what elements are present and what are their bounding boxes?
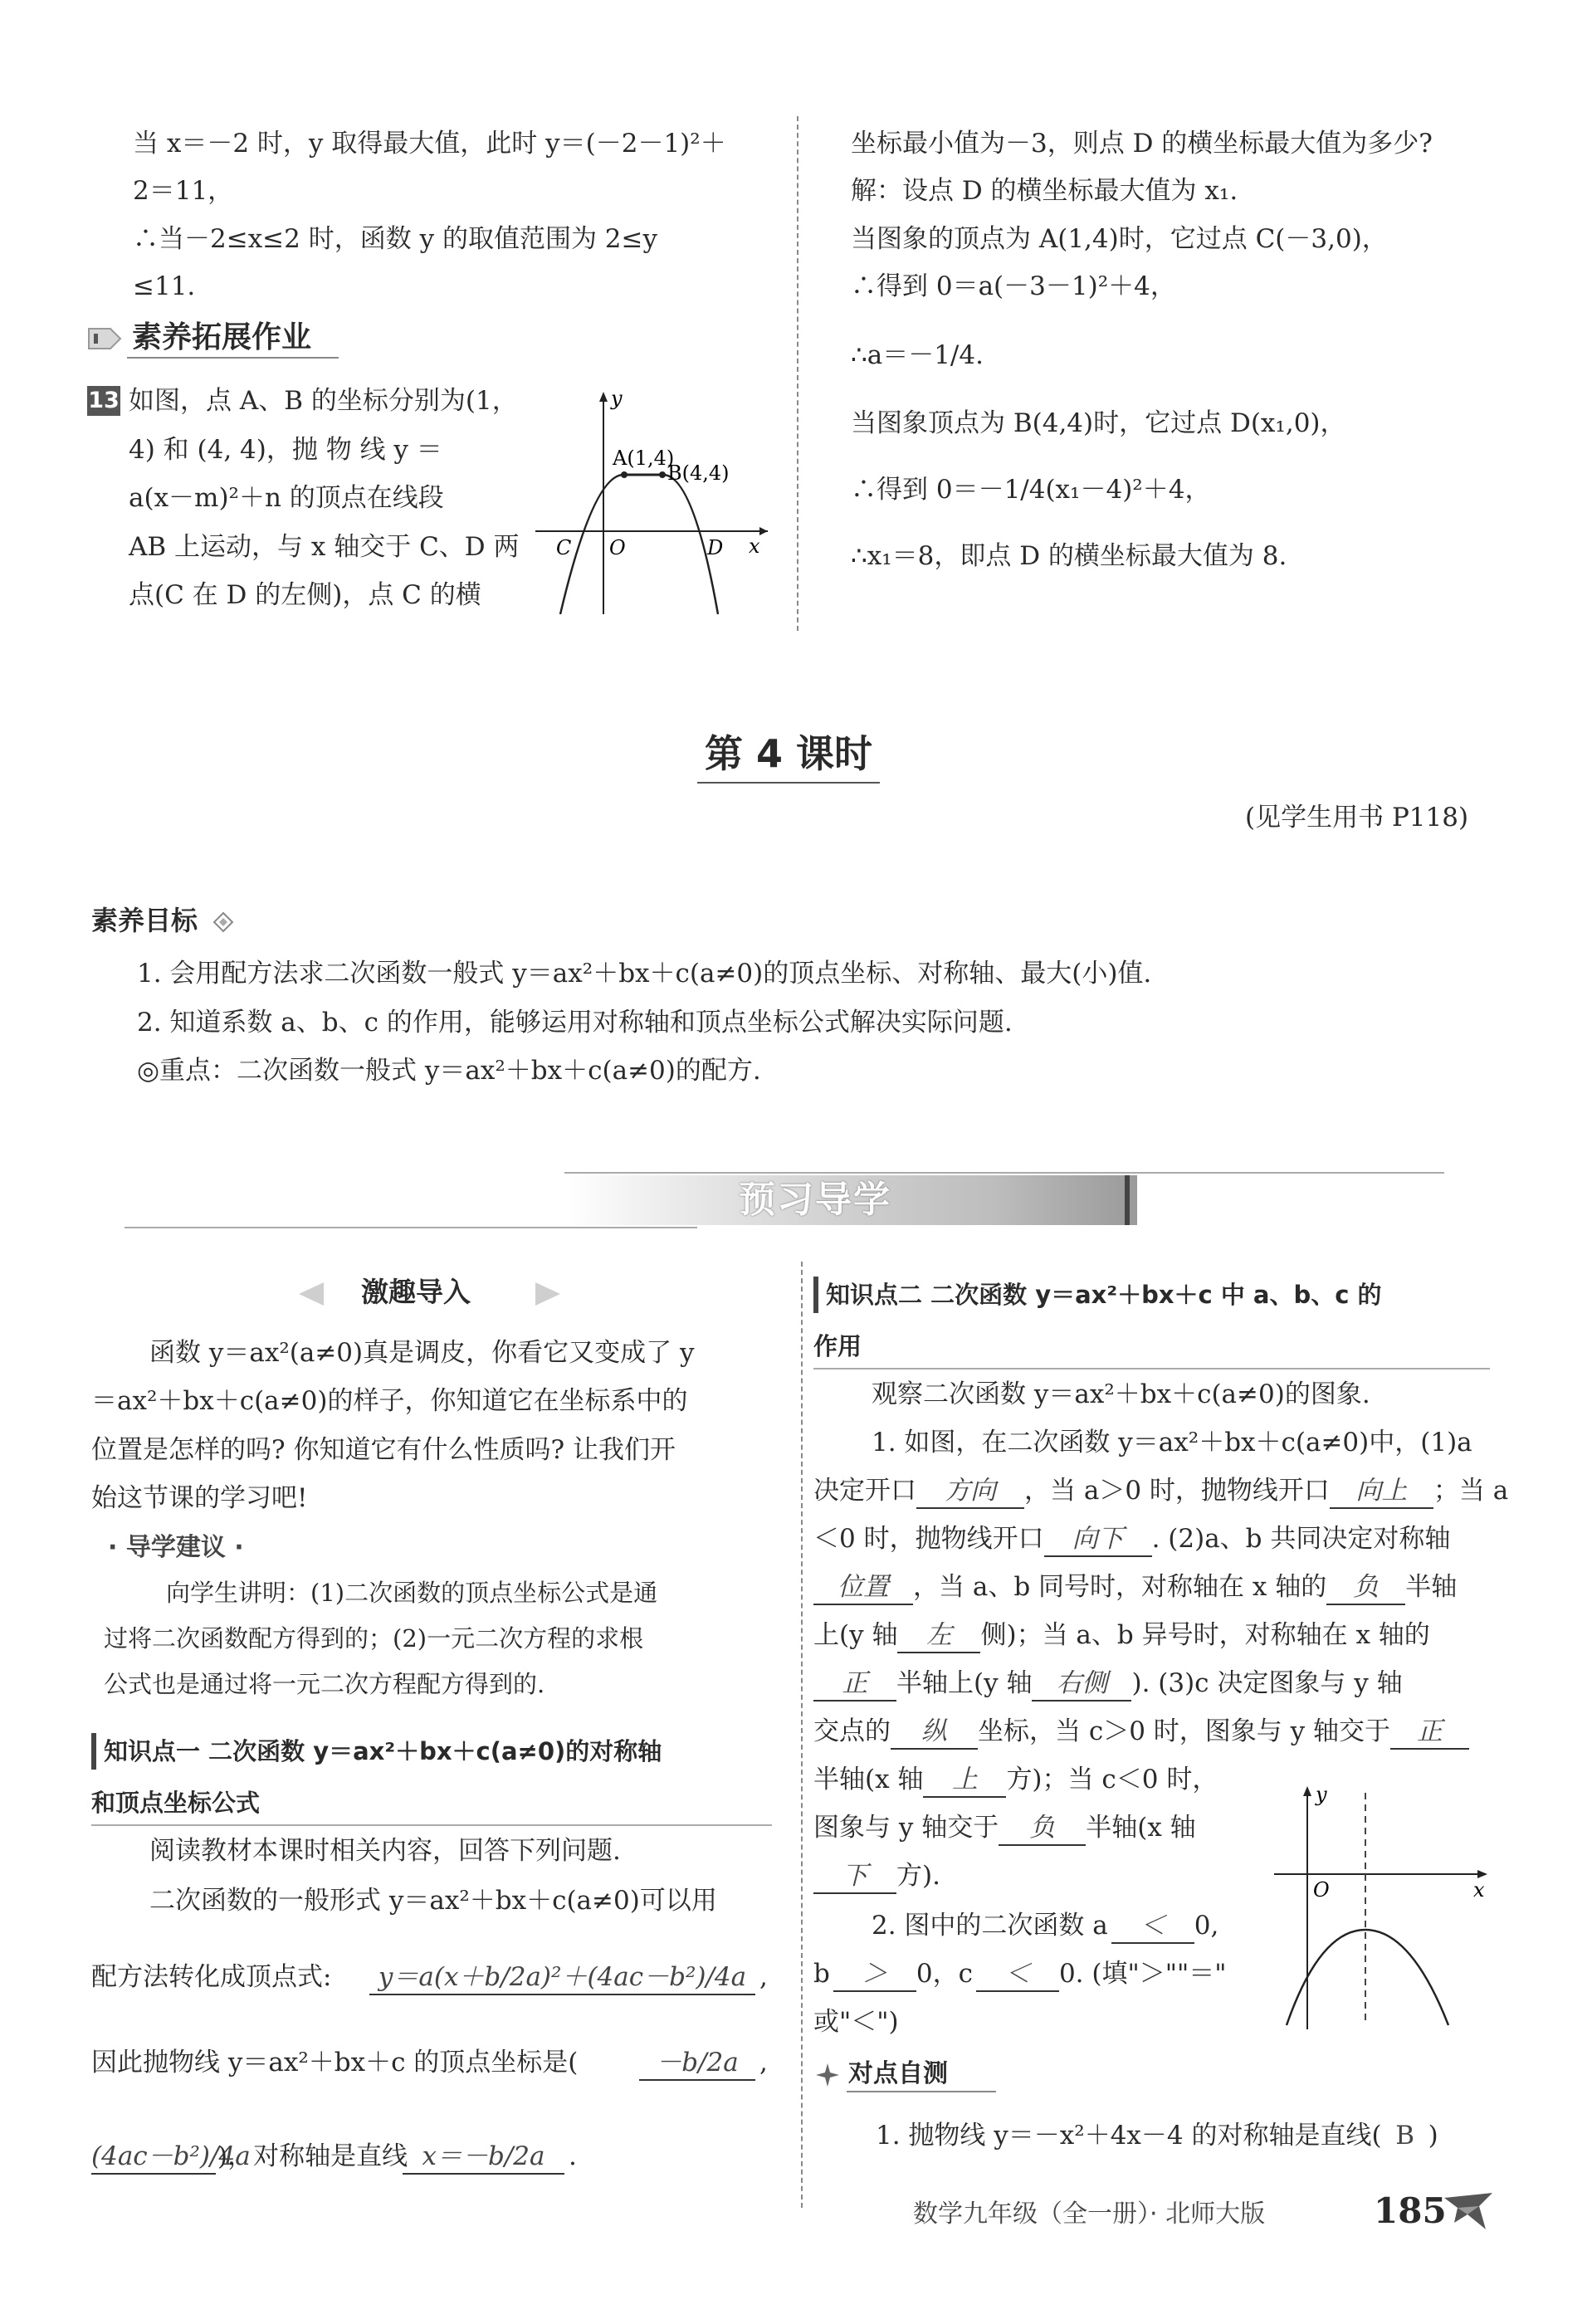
- kp2-q1-line-10: 下 方).: [813, 1859, 940, 1894]
- footer-book: 数学九年级（全一册）· 北师大版: [913, 2200, 1266, 2229]
- goal-key-point: ◎重点：二次函数一般式 y＝ax²＋bx＋c(a≠0)的配方.: [137, 1056, 761, 1086]
- kp2-q2-line-1: 2. 图中的二次函数 a ＜ 0,: [872, 1909, 1218, 1944]
- intro-line-3: 位置是怎样的吗? 你知道它有什么性质吗? 让我们开: [91, 1435, 676, 1465]
- kp2-title-line-2: 作用: [813, 1332, 862, 1360]
- lesson-title: 第 4 课时: [704, 731, 873, 776]
- answer-positive-2: 正: [1390, 1715, 1469, 1750]
- self-test-header: [815, 2054, 1014, 2094]
- goal-2: 2. 知道系数 a、b、c 的作用，能够运用对称轴和顶点坐标公式解决实际问题.: [137, 1008, 1013, 1038]
- self-test-q1: 1. 抛物线 y＝－x²＋4x－4 的对称轴是直线( B ): [876, 2121, 1438, 2151]
- kp2-q1-line-4: 位置 ，当 a、b 同号时，对称轴在 x 轴的 负 半轴: [813, 1570, 1457, 1605]
- preview-banner: [125, 1162, 1453, 1237]
- answer-negative-1: 负: [1326, 1570, 1405, 1605]
- answer-c-sign: ＜: [976, 1957, 1059, 1992]
- kp2-graph-label-x: x: [1473, 1878, 1485, 1902]
- kp1-title-line-2: 和顶点坐标公式: [91, 1789, 261, 1817]
- intro-line-1: 函数 y＝ax²(a≠0)真是调皮，你看它又变成了 y: [149, 1338, 695, 1368]
- kp1-line-1: 阅读教材本课时相关内容，回答下列问题.: [149, 1836, 621, 1866]
- answer-position: 位置: [813, 1570, 913, 1605]
- prev-solution-line-3: ∴当－2≤x≤2 时，函数 y 的取值范围为 2≤y: [133, 224, 658, 254]
- lower-column-divider: [801, 1262, 803, 2208]
- prev-solution-line-1: 当 x＝－2 时，y 取得最大值，此时 y＝(－2－1)²＋: [133, 129, 726, 159]
- problem-13-line-1: 如图，点 A、B 的坐标分别为(1，: [129, 386, 518, 416]
- answer-a-sign: ＜: [1111, 1909, 1194, 1944]
- student-book-reference: (见学生用书 P118): [1245, 803, 1469, 832]
- intro-header: [299, 1274, 564, 1311]
- prev-solution-line-4: ≤11.: [133, 271, 196, 301]
- solution-line-7: ∴得到 0＝－1/4(x₁－4)²＋4，: [851, 475, 1211, 505]
- extension-homework-header: [87, 317, 344, 359]
- answer-right: 右侧: [1032, 1667, 1131, 1702]
- problem-13-parabola-graph: [531, 382, 780, 622]
- problem-13-line-2: 4) 和 (4, 4)，抛 物 线 y ＝: [129, 435, 442, 465]
- goal-1: 1. 会用配方法求二次函数一般式 y＝ax²＋bx＋c(a≠0)的顶点坐标、对称轴、最大(小)值.: [137, 959, 1152, 989]
- kp1-vertex-coord-label: 因此抛物线 y＝ax²＋bx＋c 的顶点坐标是(: [91, 2048, 579, 2077]
- intro-line-4: 始这节课的学习吧!: [91, 1483, 308, 1513]
- kp1-vertex-y-answer: (4ac－b²)/4a: [91, 2140, 216, 2175]
- kp2-q2-line-2: b ＞ 0，c ＜ 0. (填"＞""＝": [813, 1957, 1227, 1992]
- intro-title: 激趣导入: [361, 1276, 471, 1308]
- fill-hint: (填"＞""＝": [1091, 1959, 1227, 1989]
- answer-upper: 上: [923, 1763, 1006, 1798]
- kp2-q1-line-5: 上(y 轴 左 侧)；当 a、b 异号时，对称轴在 x 轴的: [813, 1618, 1430, 1653]
- solution-line-1: 坐标最小值为－3，则点 D 的横坐标最大值为多少?: [851, 129, 1433, 159]
- self-test-title: 对点自测: [848, 2059, 948, 2088]
- prev-solution-line-2: 2＝11，: [133, 176, 234, 206]
- kp1-axis-label: )，对称轴是直线: [217, 2141, 408, 2171]
- graph-label-y: y: [611, 387, 623, 410]
- kp2-q1-line-7: 交点的 纵 坐标，当 c＞0 时，图象与 y 轴交于 正: [813, 1715, 1469, 1750]
- self-test-q1-answer: B: [1395, 2121, 1414, 2151]
- answer-negative-2: 负: [999, 1811, 1086, 1846]
- advice-title: · 导学建议 ·: [108, 1533, 244, 1562]
- kp1-axis-answer: x＝－b/2a: [403, 2140, 564, 2175]
- graph-label-D: D: [707, 536, 724, 559]
- kp2-parabola-graph: [1270, 1776, 1494, 2034]
- kp1-line-2: 二次函数的一般形式 y＝ax²＋bx＋c(a≠0)可以用: [149, 1886, 717, 1916]
- answer-lower: 下: [813, 1859, 896, 1894]
- problem-number: 13: [87, 386, 120, 416]
- arrow-tab-icon: [87, 322, 124, 355]
- advice-line-2: 过将二次函数配方得到的；(2)一元二次方程的求根: [104, 1624, 644, 1653]
- solution-line-2: 解：设点 D 的横坐标最大值为 x₁.: [851, 176, 1238, 206]
- corner-bird-icon: [1443, 2190, 1494, 2233]
- kp2-q1-line-6: 正 半轴上(y 轴 右侧 ). (3)c 决定图象与 y 轴: [813, 1667, 1403, 1702]
- answer-down: 向下: [1044, 1522, 1152, 1557]
- kp1-vertex-form-label: 配方法转化成顶点式:: [91, 1962, 332, 1992]
- kp1-vertex-x-answer: －b/2a: [639, 2046, 755, 2081]
- advice-line-3: 公式也是通过将一元二次方程配方得到的.: [104, 1670, 545, 1698]
- solution-line-3: 当图象的顶点为 A(1,4)时，它过点 C(－3,0)，: [851, 224, 1388, 254]
- solution-line-4: ∴得到 0＝a(－3－1)²＋4，: [851, 271, 1176, 301]
- solution-line-6: 当图象顶点为 B(4,4)时，它过点 D(x₁,0)，: [851, 408, 1346, 438]
- solution-line-8: ∴x₁＝8，即点 D 的横坐标最大值为 8.: [851, 541, 1287, 571]
- kp1-title-line-1: 知识点一 二次函数 y＝ax²＋bx＋c(a≠0)的对称轴: [104, 1737, 662, 1765]
- kp2-graph-label-O: O: [1313, 1878, 1330, 1902]
- kp2-observe: 观察二次函数 y＝ax²＋bx＋c(a≠0)的图象.: [872, 1379, 1370, 1409]
- problem-13-line-5: 点(C 在 D 的左侧)，点 C 的横: [129, 580, 481, 610]
- intro-line-2: ＝ax²＋bx＋c(a≠0)的样子，你知道它在坐标系中的: [91, 1386, 688, 1416]
- sparkle-icon: [815, 2063, 840, 2087]
- extension-homework-title: 素养拓展作业: [132, 320, 312, 354]
- graph-label-B: B(4,4): [667, 461, 730, 485]
- kp2-q1-line-3: ＜0 时，抛物线开口 向下 . (2)a、b 共同决定对称轴: [813, 1522, 1450, 1557]
- problem-13-line-4: AB 上运动，与 x 轴交于 C、D 两: [129, 532, 520, 562]
- top-column-divider: [797, 116, 798, 631]
- kp2-q1-line-8: 半轴(x 轴 上 方)；当 c＜0 时，: [813, 1763, 1218, 1798]
- answer-positive-1: 正: [813, 1667, 896, 1702]
- answer-ordinate: 纵: [891, 1715, 978, 1750]
- lesson-title-underline: [697, 782, 880, 784]
- answer-b-sign: ＞: [833, 1957, 916, 1992]
- kp1-vertex-form-answer: y＝a(x＋b/2a)²＋(4ac－b²)/4a: [369, 1960, 755, 1995]
- graph-label-C: C: [556, 536, 572, 559]
- problem-13-line-3: a(x－m)²＋n 的顶点在线段: [129, 483, 444, 513]
- kp2-q1-line-2: 决定开口 方向 ，当 a＞0 时，抛物线开口 向上 ；当 a: [813, 1474, 1508, 1509]
- graph-label-A: A(1,4): [613, 447, 675, 470]
- kp2-q1-line-9: 图象与 y 轴交于 负 半轴(x 轴: [813, 1811, 1196, 1846]
- fill-hint-continued: 或"＜"): [813, 2007, 899, 2037]
- preview-banner-title: 预习导学: [739, 1179, 891, 1221]
- kp2-title-line-1: 知识点二 二次函数 y＝ax²＋bx＋c 中 a、b、c 的: [826, 1281, 1382, 1309]
- kp2-q1-intro: 1. 如图，在二次函数 y＝ax²＋bx＋c(a≠0)中，(1)a: [872, 1428, 1472, 1457]
- graph-label-x: x: [749, 535, 760, 558]
- advice-line-1: 向学生讲明：(1)二次函数的顶点坐标公式是通: [166, 1579, 658, 1607]
- answer-opening: 方向: [916, 1474, 1024, 1509]
- graph-label-O: O: [609, 536, 626, 559]
- goals-title: 素养目标: [91, 905, 198, 936]
- diamond-icon: [212, 911, 234, 933]
- kp2-graph-label-y: y: [1316, 1783, 1327, 1806]
- answer-left: 左: [897, 1618, 980, 1653]
- solution-line-5: ∴a＝－1/4.: [851, 340, 984, 370]
- page-number: 185: [1374, 2190, 1447, 2231]
- answer-up: 向上: [1330, 1474, 1433, 1509]
